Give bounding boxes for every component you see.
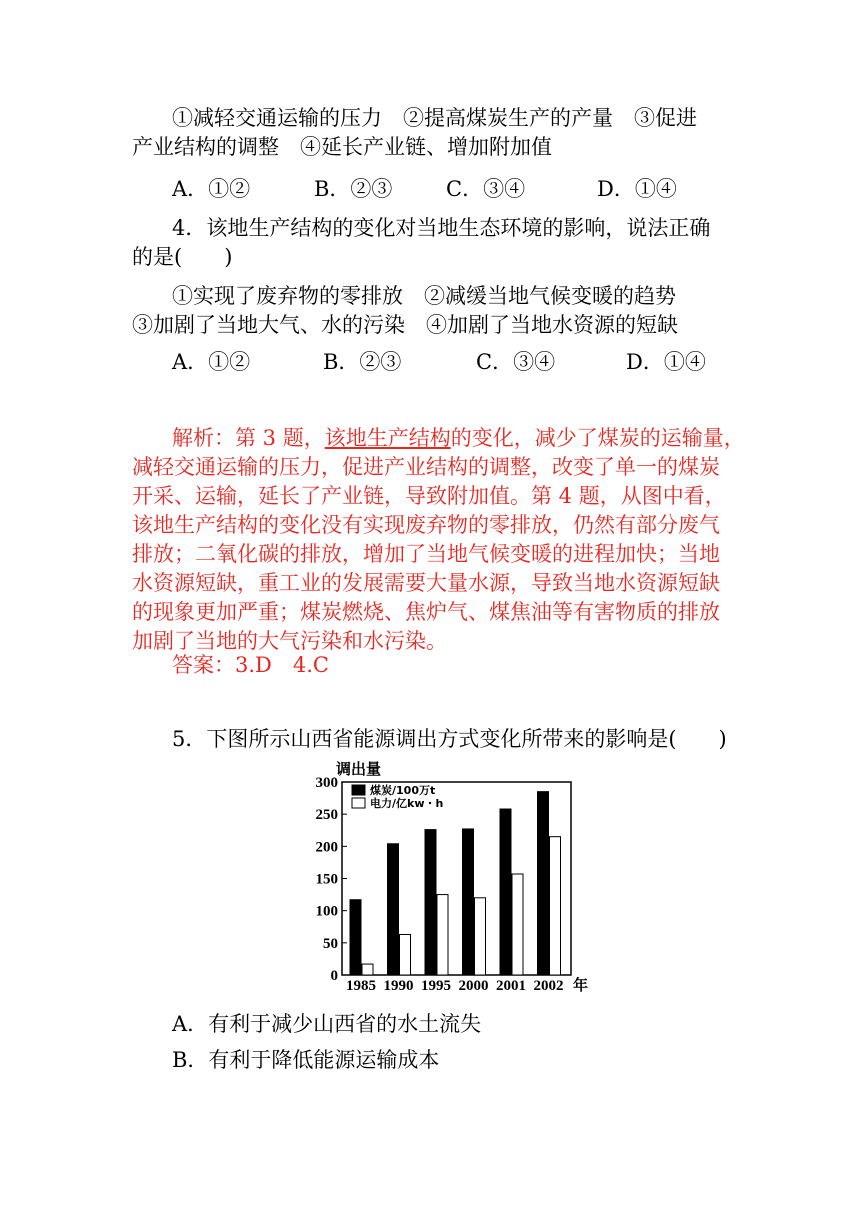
q4-option-c[interactable]: C．③④ xyxy=(476,350,556,374)
chart-x-ticks xyxy=(346,978,564,994)
q4-option-b[interactable]: B．②③ xyxy=(323,350,402,374)
analysis-text-1c: 的变化，减少了煤炭的运输量， xyxy=(450,426,745,450)
legend-swatch xyxy=(352,785,365,795)
power-bar xyxy=(400,934,411,975)
y-tick-label: 50 xyxy=(323,935,338,952)
analysis-underlined-term: 该地生产结构 xyxy=(324,426,451,450)
q4-option-a[interactable]: A．①② xyxy=(172,350,251,374)
coal-bar xyxy=(500,809,511,975)
analysis-line3: 开采、运输，延长了产业链，导致附加值。第 4 题，从图中看， xyxy=(132,484,726,508)
answer-line xyxy=(172,651,329,679)
chart-xlabel: 年 xyxy=(573,978,589,994)
x-tick-label: 2002 xyxy=(533,978,564,994)
q3-option-c[interactable]: C．③④ xyxy=(446,177,526,201)
q4-option-d[interactable]: D．①④ xyxy=(626,350,706,374)
analysis-text-1a: 第 3 题， xyxy=(235,426,325,450)
q5-stem: 5．下图所示山西省能源调出方式变化所带来的影响是( ) xyxy=(172,727,727,751)
chart-ylabel: 调出量 xyxy=(336,762,382,778)
chart-plot-frame xyxy=(342,782,571,975)
coal-bar xyxy=(463,829,474,975)
q5-option-a[interactable]: A．有利于减少山西省的水土流失 xyxy=(172,1012,482,1036)
q4-stem-line1: 4．该地生产结构的变化对当地生态环境的影响，说法正确 xyxy=(172,216,711,240)
analysis-line8: 加剧了当地的大气污染和水污染。 xyxy=(132,629,447,653)
q3-option-b[interactable]: B．②③ xyxy=(314,177,393,201)
analysis-line4: 该地生产结构的变化没有实现废弃物的零排放，仍然有部分废气 xyxy=(132,513,720,537)
x-tick-label: 2001 xyxy=(496,978,526,994)
legend-label: 电力/亿kw・h xyxy=(370,797,444,810)
power-bar xyxy=(475,898,486,975)
q4-statements-line1: ①实现了废弃物的零排放 ②减缓当地气候变暖的趋势 xyxy=(172,284,676,308)
q5-option-b[interactable]: B．有利于降低能源运输成本 xyxy=(172,1048,440,1072)
q3-statements-line2: 产业结构的调整 ④延长产业链、增加附加值 xyxy=(132,135,552,159)
coal-bar xyxy=(350,900,361,975)
y-tick-label: 250 xyxy=(315,807,338,824)
analysis-line1 xyxy=(172,424,745,452)
q4-stem-line2: 的是( ) xyxy=(132,245,233,269)
q3-option-d[interactable]: D．①④ xyxy=(597,177,677,201)
coal-bar xyxy=(388,844,399,975)
analysis-line7: 的现象更加严重；煤炭燃烧、焦炉气、煤焦油等有害物质的排放 xyxy=(132,600,720,624)
x-tick-label: 1995 xyxy=(421,978,451,994)
y-tick-label: 200 xyxy=(315,839,338,856)
y-tick-label: 150 xyxy=(315,871,338,888)
energy-export-chart xyxy=(315,760,600,1004)
q3-option-a[interactable]: A．①② xyxy=(172,177,251,201)
answer-label: 答案： xyxy=(172,653,235,677)
chart-svg xyxy=(315,760,600,1000)
legend-swatch xyxy=(352,798,365,808)
power-bar xyxy=(437,895,448,975)
coal-bar xyxy=(538,792,549,975)
chart-legend xyxy=(352,783,443,810)
x-tick-label: 1990 xyxy=(383,978,414,994)
analysis-line2: 减轻交通运输的压力，促进产业结构的调整，改变了单一的煤炭 xyxy=(132,455,720,479)
analysis-line5: 排放；二氧化碳的排放，增加了当地气候变暖的进程加快；当地 xyxy=(132,542,720,566)
y-tick-label: 300 xyxy=(315,775,338,791)
chart-bars xyxy=(350,792,561,975)
coal-bar xyxy=(425,830,436,975)
answer-text: 3.D 4.C xyxy=(235,653,329,677)
power-bar xyxy=(550,837,561,975)
q4-statements-line2: ③加剧了当地大气、水的污染 ④加剧了当地水资源的短缺 xyxy=(132,313,678,337)
x-tick-label: 2000 xyxy=(458,978,489,994)
power-bar xyxy=(362,964,373,975)
analysis-label: 解析： xyxy=(172,426,235,450)
y-tick-label: 0 xyxy=(330,968,338,984)
q3-statements-line1: ①减轻交通运输的压力 ②提高煤炭生产的产量 ③促进 xyxy=(172,106,697,130)
x-tick-label: 1985 xyxy=(346,978,376,994)
y-tick-label: 100 xyxy=(315,903,338,920)
analysis-line6: 水资源短缺，重工业的发展需要大量水源，导致当地水资源短缺 xyxy=(132,571,720,595)
legend-label: 煤炭/100万t xyxy=(370,784,436,797)
power-bar xyxy=(512,874,523,975)
